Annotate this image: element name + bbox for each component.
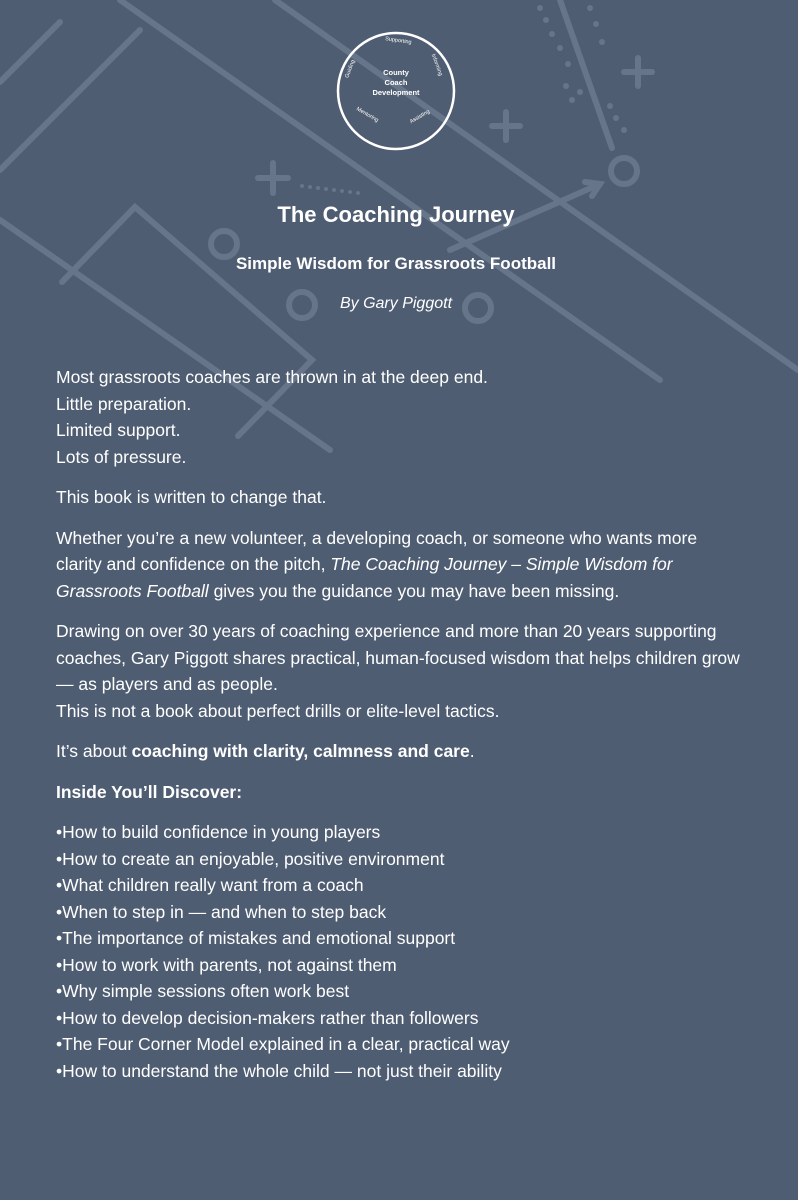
logo-ring-word: Mentoring bbox=[355, 106, 380, 124]
intro-line: Most grassroots coaches are thrown in at the deep end. bbox=[56, 367, 488, 387]
discover-heading: Inside You’ll Discover: bbox=[56, 781, 243, 802]
list-item: • Why simple sessions often work best bbox=[56, 978, 746, 1005]
about-emphasis: coaching with clarity, calmness and care bbox=[131, 741, 470, 761]
list-item: • How to develop decision-makers rather than followers bbox=[56, 1005, 746, 1032]
list-item: • How to understand the whole child — not just their ability bbox=[56, 1058, 746, 1085]
book-subtitle: Simple Wisdom for Grassroots Football bbox=[235, 254, 557, 273]
list-item: • How to build confidence in young players bbox=[56, 819, 746, 846]
logo-ring-word: Guiding bbox=[344, 59, 357, 79]
discover-list bbox=[56, 819, 746, 1084]
list-item: • How to work with parents, not against them bbox=[56, 952, 746, 979]
list-item: • When to step in — and when to step back bbox=[56, 899, 746, 926]
book-title: The Coaching Journey bbox=[277, 202, 515, 227]
list-item: • How to create an enjoyable, positive environment bbox=[56, 846, 746, 873]
logo-ring-word: Assisting bbox=[408, 108, 432, 126]
intro-line: Little preparation. bbox=[56, 393, 192, 414]
experience-paragraph: Drawing on over 30 years of coaching experience and more than 20 years supporting coaches, Gary Piggott shares practical, human-focused wisdom that helps children grow — as players and as people. This is not a book about perfect drills or elite-level tactics. bbox=[56, 621, 740, 721]
change-paragraph: This book is written to change that. bbox=[56, 487, 327, 507]
intro-line: Lots of pressure. bbox=[56, 446, 187, 467]
logo-ring-word: Supporting bbox=[384, 36, 412, 46]
book-author: By Gary Piggott bbox=[339, 295, 453, 312]
intro-paragraph bbox=[56, 364, 746, 470]
back-cover-body bbox=[56, 364, 746, 1084]
list-item: • The importance of mistakes and emotional support bbox=[56, 925, 746, 952]
logo-center-text: County Coach Development bbox=[372, 68, 420, 97]
list-item: • What children really want from a coach bbox=[56, 872, 746, 899]
book-title-reference: The Coaching Journey – Simple Wisdom for Grassroots Football bbox=[56, 554, 673, 601]
logo-ring-word: Informing bbox=[429, 53, 444, 77]
county-coach-development-logo bbox=[337, 32, 455, 150]
intro-line: Limited support. bbox=[56, 420, 181, 440]
about-paragraph: It’s about coaching with clarity, calmness and care. bbox=[56, 741, 475, 761]
whether-paragraph: Whether you’re a new volunteer, a developing coach, or someone who wants more clarity and confidence on the pitch, The Coaching Journey – Simple Wisdom for Grassroots Football gives you the guidance you may have been missing. bbox=[56, 527, 698, 601]
list-item: • The Four Corner Model explained in a clear, practical way bbox=[56, 1031, 746, 1058]
